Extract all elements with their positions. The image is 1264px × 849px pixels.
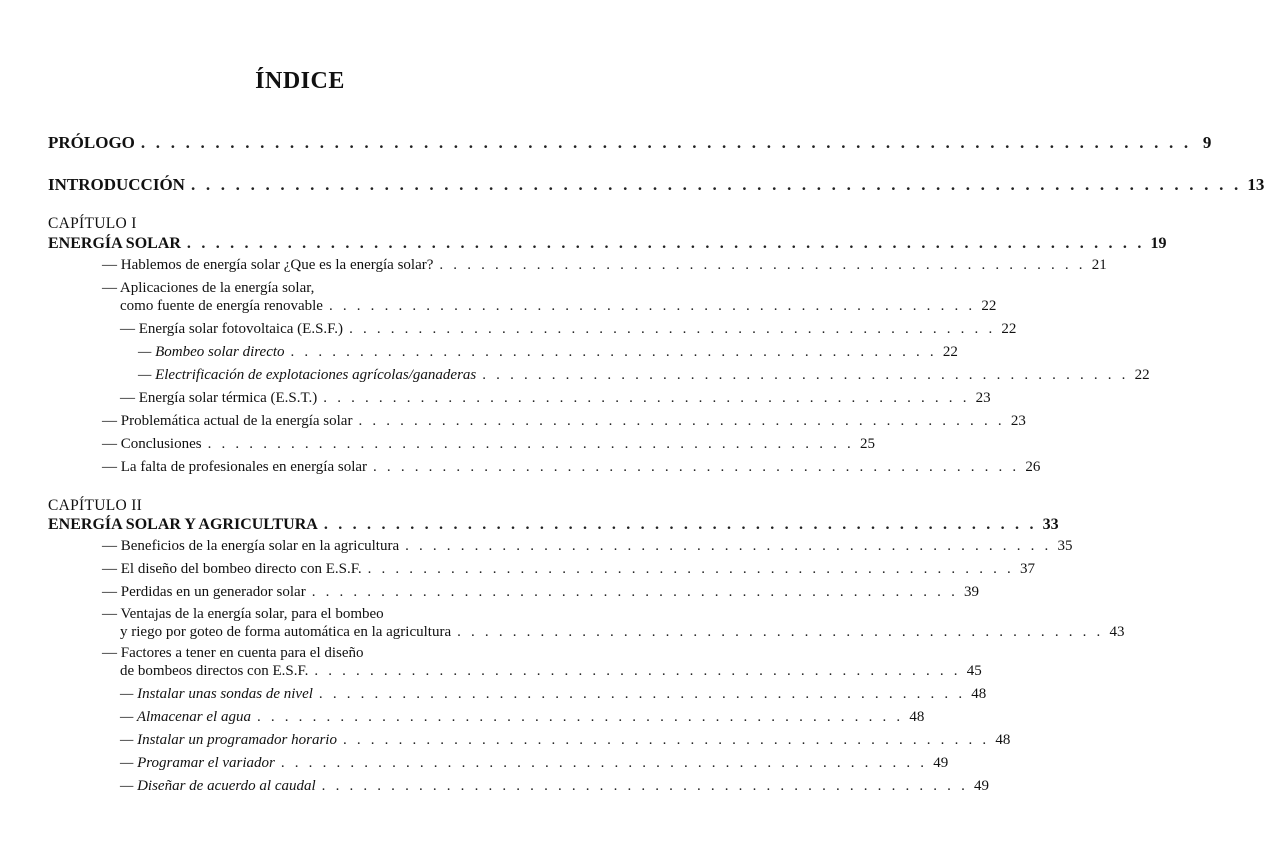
toc-entry-text: — Bombeo solar directo xyxy=(138,344,285,360)
leader-dots: . . . . . . . . . . . . . . . . . . . . . . . . . . . . . . . . . . . . . . . . . . . . . . . . . . . . . . . . . . . . . . . . . . . . . . . xyxy=(190,175,1242,194)
leader-dots: . . . . . . . . . . . . . . . . . . . . . . . . . . . . . . . . . . . . . . . . . . . . . . . xyxy=(358,413,1005,429)
toc-entry-text-line1: — Factores a tener en cuenta para el diseño xyxy=(102,645,364,661)
toc-entry-text: como fuente de energía renovable xyxy=(120,298,323,314)
toc-page-number: 22 xyxy=(1134,367,1150,383)
toc-entry[interactable] xyxy=(102,257,1107,274)
leader-dots: . . . . . . . . . . . . . . . . . . . . . . . . . . . . . . . . . . . . . . . . . . . . . . . . . . xyxy=(323,516,1037,533)
toc-page-number: 48 xyxy=(971,686,987,702)
toc-entry[interactable] xyxy=(102,413,1026,430)
toc-page-number: 22 xyxy=(1001,321,1017,337)
toc-page-number: 33 xyxy=(1042,516,1059,533)
toc-page-number: 39 xyxy=(964,584,980,600)
toc-page-number: 48 xyxy=(995,732,1011,748)
page-title: ÍNDICE xyxy=(255,68,345,94)
leader-dots: . . . . . . . . . . . . . . . . . . . . . . . . . . . . . . . . . . . . . . . . . . . . . . . xyxy=(280,755,928,771)
leader-dots: . . . . . . . . . . . . . . . . . . . . . . . . . . . . . . . . . . . . . . . . . . . . . . . xyxy=(311,584,959,600)
leader-dots: . . . . . . . . . . . . . . . . . . . . . . . . . . . . . . . . . . . . . . . . . . . . . . . xyxy=(314,663,961,679)
toc-page-number: 43 xyxy=(1109,624,1125,640)
toc-page-number: 23 xyxy=(1010,413,1026,429)
toc-entry-text: — Conclusiones xyxy=(102,436,202,452)
toc-entry[interactable] xyxy=(138,367,1150,384)
toc-entry-text: — Instalar un programador horario xyxy=(120,732,337,748)
leader-dots: . . . . . . . . . . . . . . . . . . . . . . . . . . . . . . . . . . . . . . . . . . . . . . . xyxy=(207,436,854,452)
leader-dots: . . . . . . . . . . . . . . . . . . . . . . . . . . . . . . . . . . . . . . . . . . . . . . . xyxy=(321,778,969,794)
leader-dots: . . . . . . . . . . . . . . . . . . . . . . . . . . . . . . . . . . . . . . . . . . . . . . . xyxy=(290,344,937,360)
toc-entry-text: — La falta de profesionales en energía solar xyxy=(102,459,368,475)
toc-entry[interactable] xyxy=(120,390,991,407)
toc-entry[interactable] xyxy=(120,709,925,726)
toc-entry-text: — Hablemos de energía solar ¿Que es la energía solar? xyxy=(102,257,434,273)
leader-dots: . . . . . . . . . . . . . . . . . . . . . . . . . . . . . . . . . . . . . . . . . . . . . . . xyxy=(328,298,976,314)
toc-entry-text: — Energía solar fotovoltaica (E.S.F.) xyxy=(120,321,344,337)
chapter-label: CAPÍTULO I xyxy=(48,215,137,232)
toc-chapter-title[interactable] xyxy=(48,516,1059,533)
toc-entry-text: de bombeos directos con E.S.F. xyxy=(120,663,309,679)
toc-entry-text-line1: — Ventajas de la energía solar, para el bombeo xyxy=(102,606,384,622)
toc-entry[interactable] xyxy=(120,298,997,315)
toc-entry[interactable] xyxy=(102,538,1073,555)
leader-dots: . . . . . . . . . . . . . . . . . . . . . . . . . . . . . . . . . . . . . . . . . . . . . . . xyxy=(367,561,1014,577)
leader-dots: . . . . . . . . . . . . . . . . . . . . . . . . . . . . . . . . . . . . . . . . . . . . . . . xyxy=(482,367,1129,383)
toc-page-number: 45 xyxy=(966,663,982,679)
toc-entry[interactable] xyxy=(120,755,949,772)
leader-dots: . . . . . . . . . . . . . . . . . . . . . . . . . . . . . . . . . . . . . . . . . . . . . . . xyxy=(342,732,990,748)
leader-dots: . . . . . . . . . . . . . . . . . . . . . . . . . . . . . . . . . . . . . . . . . . . . . . . xyxy=(439,257,1086,273)
toc-entry[interactable] xyxy=(120,732,1011,749)
toc-entry[interactable] xyxy=(102,436,875,453)
toc-entry-text: PRÓLOGO xyxy=(48,133,135,152)
toc-entry-text: INTRODUCCIÓN xyxy=(48,175,185,194)
toc-page-number: 49 xyxy=(974,778,990,794)
toc-page-number: 9 xyxy=(1202,133,1212,152)
leader-dots: . . . . . . . . . . . . . . . . . . . . . . . . . . . . . . . . . . . . . . . . . . . . . . . xyxy=(457,624,1104,640)
toc-chapter-title[interactable] xyxy=(48,235,1167,252)
toc-entry[interactable] xyxy=(120,663,982,680)
toc-page-number: 19 xyxy=(1150,235,1167,252)
toc-page-number: 25 xyxy=(859,436,875,452)
toc-page-number: 49 xyxy=(933,755,949,771)
toc-page-number: 22 xyxy=(942,344,958,360)
toc-entry-text: — Energía solar térmica (E.S.T.) xyxy=(120,390,318,406)
toc-entry-text: — Electrificación de explotaciones agrícolas/ganaderas xyxy=(138,367,477,383)
leader-dots: . . . . . . . . . . . . . . . . . . . . . . . . . . . . . . . . . . . . . . . . . . . . . . . . . . . . . . . . . . . . . . . . . . . xyxy=(186,235,1145,252)
toc-entry-text: — Instalar unas sondas de nivel xyxy=(120,686,313,702)
toc-page-number: 26 xyxy=(1025,459,1041,475)
leader-dots: . . . . . . . . . . . . . . . . . . . . . . . . . . . . . . . . . . . . . . . . . . . . . . . xyxy=(256,709,904,725)
toc-entry-text-line1: — Aplicaciones de la energía solar, xyxy=(102,280,315,296)
toc-entry-text: — Problemática actual de la energía solar xyxy=(102,413,353,429)
toc-entry-text: ENERGÍA SOLAR Y AGRICULTURA xyxy=(48,516,318,533)
toc-entry[interactable] xyxy=(120,686,987,703)
leader-dots: . . . . . . . . . . . . . . . . . . . . . . . . . . . . . . . . . . . . . . . . . . . . . . . . . . . . . . . . . . . . . . . . . . . . . . . xyxy=(140,133,1192,152)
toc-page-number: 21 xyxy=(1091,257,1107,273)
toc-entry[interactable] xyxy=(120,624,1125,641)
toc-page-number: 37 xyxy=(1019,561,1035,577)
toc-entry-text: — Perdidas en un generador solar xyxy=(102,584,306,600)
toc-entry[interactable] xyxy=(102,459,1041,476)
toc-page-number: 13 xyxy=(1247,175,1264,194)
toc-entry[interactable] xyxy=(138,344,958,361)
toc-entry-text: — El diseño del bombeo directo con E.S.F. xyxy=(102,561,362,577)
toc-page-number: 23 xyxy=(975,390,991,406)
toc-entry[interactable] xyxy=(102,584,980,601)
toc-entry-text: — Programar el variador xyxy=(120,755,275,771)
leader-dots: . . . . . . . . . . . . . . . . . . . . . . . . . . . . . . . . . . . . . . . . . . . . . . . xyxy=(373,459,1020,475)
toc-entry-text: y riego por goteo de forma automática en la agricultura xyxy=(120,624,452,640)
toc-entry-text: ENERGÍA SOLAR xyxy=(48,235,181,252)
toc-entry-prologo[interactable] xyxy=(48,133,1212,152)
toc-entry[interactable] xyxy=(120,778,990,795)
leader-dots: . . . . . . . . . . . . . . . . . . . . . . . . . . . . . . . . . . . . . . . . . . . . . . . xyxy=(349,321,996,337)
toc-entry[interactable] xyxy=(102,561,1035,578)
chapter-label: CAPÍTULO II xyxy=(48,497,143,514)
leader-dots: . . . . . . . . . . . . . . . . . . . . . . . . . . . . . . . . . . . . . . . . . . . . . . . xyxy=(405,538,1052,554)
toc-entry[interactable] xyxy=(120,321,1017,338)
toc-entry-text: — Almacenar el agua xyxy=(120,709,251,725)
toc-entry-introduccion[interactable] xyxy=(48,175,1264,194)
leader-dots: . . . . . . . . . . . . . . . . . . . . . . . . . . . . . . . . . . . . . . . . . . . . . . . xyxy=(323,390,970,406)
toc-page-number: 35 xyxy=(1057,538,1073,554)
toc-page-number: 22 xyxy=(981,298,997,314)
toc-entry-text: — Beneficios de la energía solar en la agricultura xyxy=(102,538,400,554)
toc-page-number: 48 xyxy=(909,709,925,725)
toc-entry-text: — Diseñar de acuerdo al caudal xyxy=(120,778,316,794)
leader-dots: . . . . . . . . . . . . . . . . . . . . . . . . . . . . . . . . . . . . . . . . . . . . . . . xyxy=(318,686,966,702)
